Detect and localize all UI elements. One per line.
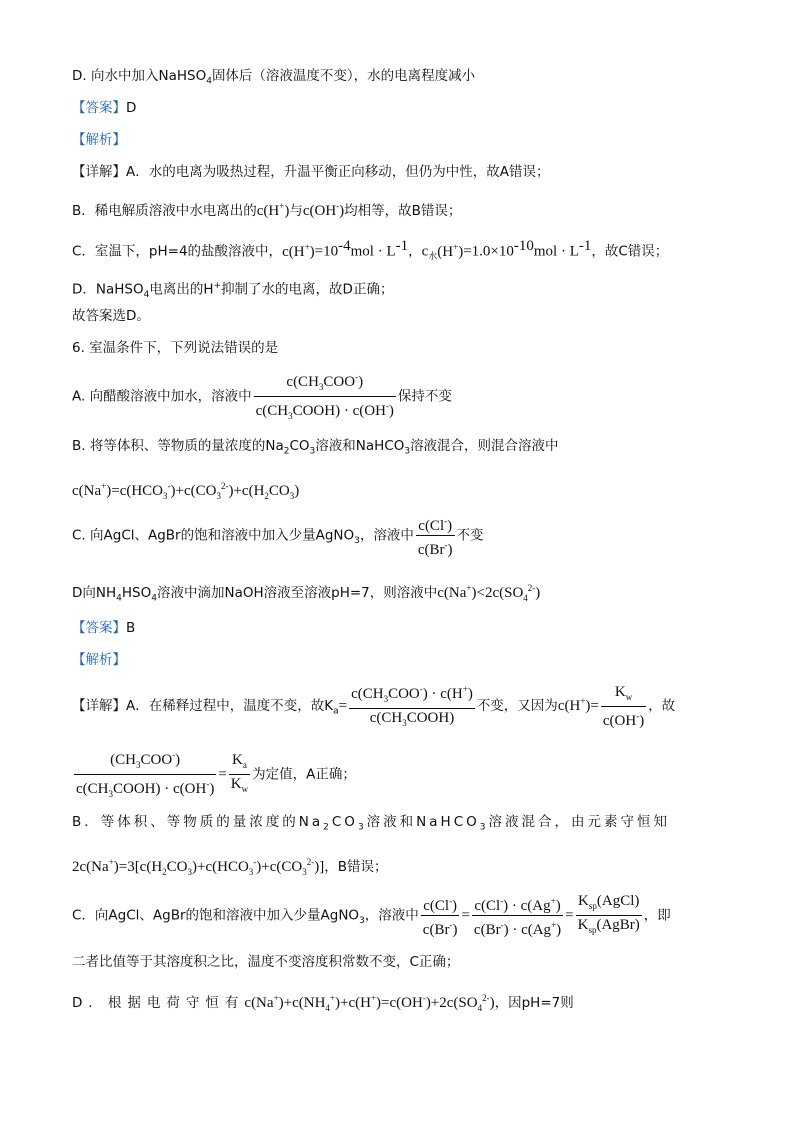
fraction: $\frac{c(Cl^-)}{c(Br^-)}$ bbox=[416, 512, 455, 559]
q5-detail-c: C．室温下，pH=4的盐酸溶液中，$c(H^+)=10^{-4}mol \cdot L^{-1}$，$c_水(H^+)=1.0\times 10^{-10}mol \cdot L^{-1}$，故C错误； bbox=[72, 238, 669, 263]
fraction: $\frac{(CH_3COO^-)}{c(CH_3COOH) \cdot c(OH^-)}$ bbox=[74, 746, 216, 803]
fraction: $\frac{K_w}{c(OH^-)}$ bbox=[602, 683, 645, 729]
q5-detail-a: 【详解】A．水的电离为吸热过程，升温平衡正向移动，但仍为中性，故A错误； bbox=[72, 164, 550, 180]
q6-answer: 【答案】B bbox=[72, 620, 136, 636]
q6-option-c: C. 向AgCl、AgBr的饱和溶液中加入少量AgNO$_3$，溶液中 $\frac{c(Cl^-)}{c(Br^-)}$ 不变 bbox=[72, 512, 754, 559]
q6-explanation-d1: D．根据电荷守恒有$c(Na^+)+c(NH_4^+)+c(H^+)=c(OH^-)+2c(SO_4^{2-})$，因pH=7则 bbox=[72, 993, 574, 1013]
answer-label: 【答案】 bbox=[72, 100, 126, 116]
fraction: $\frac{K_a}{K_w}$ bbox=[230, 752, 249, 794]
q5-option-d: D. 向水中加入NaHSO$_4$固体后（溶液温度不变），水的电离程度减小 bbox=[72, 68, 476, 87]
q6-stem: 6. 室温条件下，下列说法错误的是 bbox=[72, 340, 279, 356]
q6-explanation-a: 【详解】A．在稀释过程中，温度不变，故$K_a=$ $\frac{c(CH_3COO^-) \cdot c(H^+)}{c(CH_3COOH)}$ 不变，又因为c(H+)= $\frac{K_w}{c(OH^-)}$ ，故 bbox=[72, 680, 754, 732]
fraction: $\frac{c(CH_3COO^-) \cdot c(H^+)}{c(CH_3COOH)}$ bbox=[349, 680, 475, 732]
q6-option-a: A. 向醋酸溶液中加水，溶液中 $\frac{c(CH_3COO^-)}{c(CH_3COOH) \cdot c(OH^-)}$ 保持不变 bbox=[72, 368, 754, 425]
q5-analysis-label: 【解析】 bbox=[72, 132, 126, 148]
q6-explanation-c1: C．向AgCl、AgBr的饱和溶液中加入少量AgNO$_3$，溶液中 $\frac{c(Cl^-)}{c(Br^-)}$ = $\frac{c(Cl^-) \cdot c(Ag^+)}{c(Br^-) \cdot c(Ag^+)}$ = $\frac{K_{sp}(AgCl)}{K_{sp}(AgBr)}$ ，即 bbox=[72, 893, 671, 938]
q6-analysis-label: 【解析】 bbox=[72, 652, 126, 668]
q6-explanation-c2: 二者比值等于其溶度积之比，温度不变溶度积常数不变，C正确； bbox=[72, 954, 460, 970]
q5-detail-d: D．NaHSO$_4$电离出的H+抑制了水的电离，故D正确； bbox=[72, 281, 394, 301]
fraction: $\frac{K_{sp}(AgCl)}{K_{sp}(AgBr)}$ bbox=[577, 893, 640, 935]
q6-option-b-equation: $c(Na^+)=c(HCO_3^-)+c(CO_3^{2-})+c(H_2CO_3)$ bbox=[72, 481, 300, 501]
q6-explanation-b2: $2c(Na^+)=3[c(H_2CO_3)+c(HCO_3^-)+c(CO_3^{2-})]$，B错误； bbox=[72, 857, 388, 877]
q5-detail-b: B．稀电解质溶液中水电离出的c(H+)与c(OH-)均相等，故B错误； bbox=[72, 201, 462, 219]
q6-option-d: D向$NH_4HSO_4$溶液中滴加NaOH溶液至溶液pH=7，则溶液中$c(Na^+)<2c(SO_4^{2-})$ bbox=[72, 583, 541, 604]
q6-explanation-b1: B．等体积、等物质的量浓度的$Na_2CO_3$溶液和NaHCO$_3$溶液混合，由元素守恒知 bbox=[72, 814, 670, 833]
fraction: $\frac{c(Cl^-) \cdot c(Ag^+)}{c(Br^-) \cdot c(Ag^+)}$ bbox=[472, 892, 563, 939]
fraction: $\frac{c(Cl^-)}{c(Br^-)}$ bbox=[421, 892, 460, 939]
q6-explanation-a2: $\frac{(CH_3COO^-)}{c(CH_3COOH) \cdot c(OH^-)}$ = $\frac{K_a}{K_w}$ 为定值，A正确； bbox=[72, 746, 754, 803]
q5-answer: 【答案】D bbox=[72, 100, 137, 116]
q5-conclusion: 故答案选D。 bbox=[72, 308, 150, 324]
fraction: $\frac{c(CH_3COO^-)}{c(CH_3COOH) \cdot c(OH^-)}$ bbox=[254, 368, 396, 425]
q6-option-b-line1: B. 将等体积、等物质的量浓度的$Na_2CO_3$溶液和NaHCO$_3$溶液混合，则混合溶液中 bbox=[72, 438, 559, 457]
